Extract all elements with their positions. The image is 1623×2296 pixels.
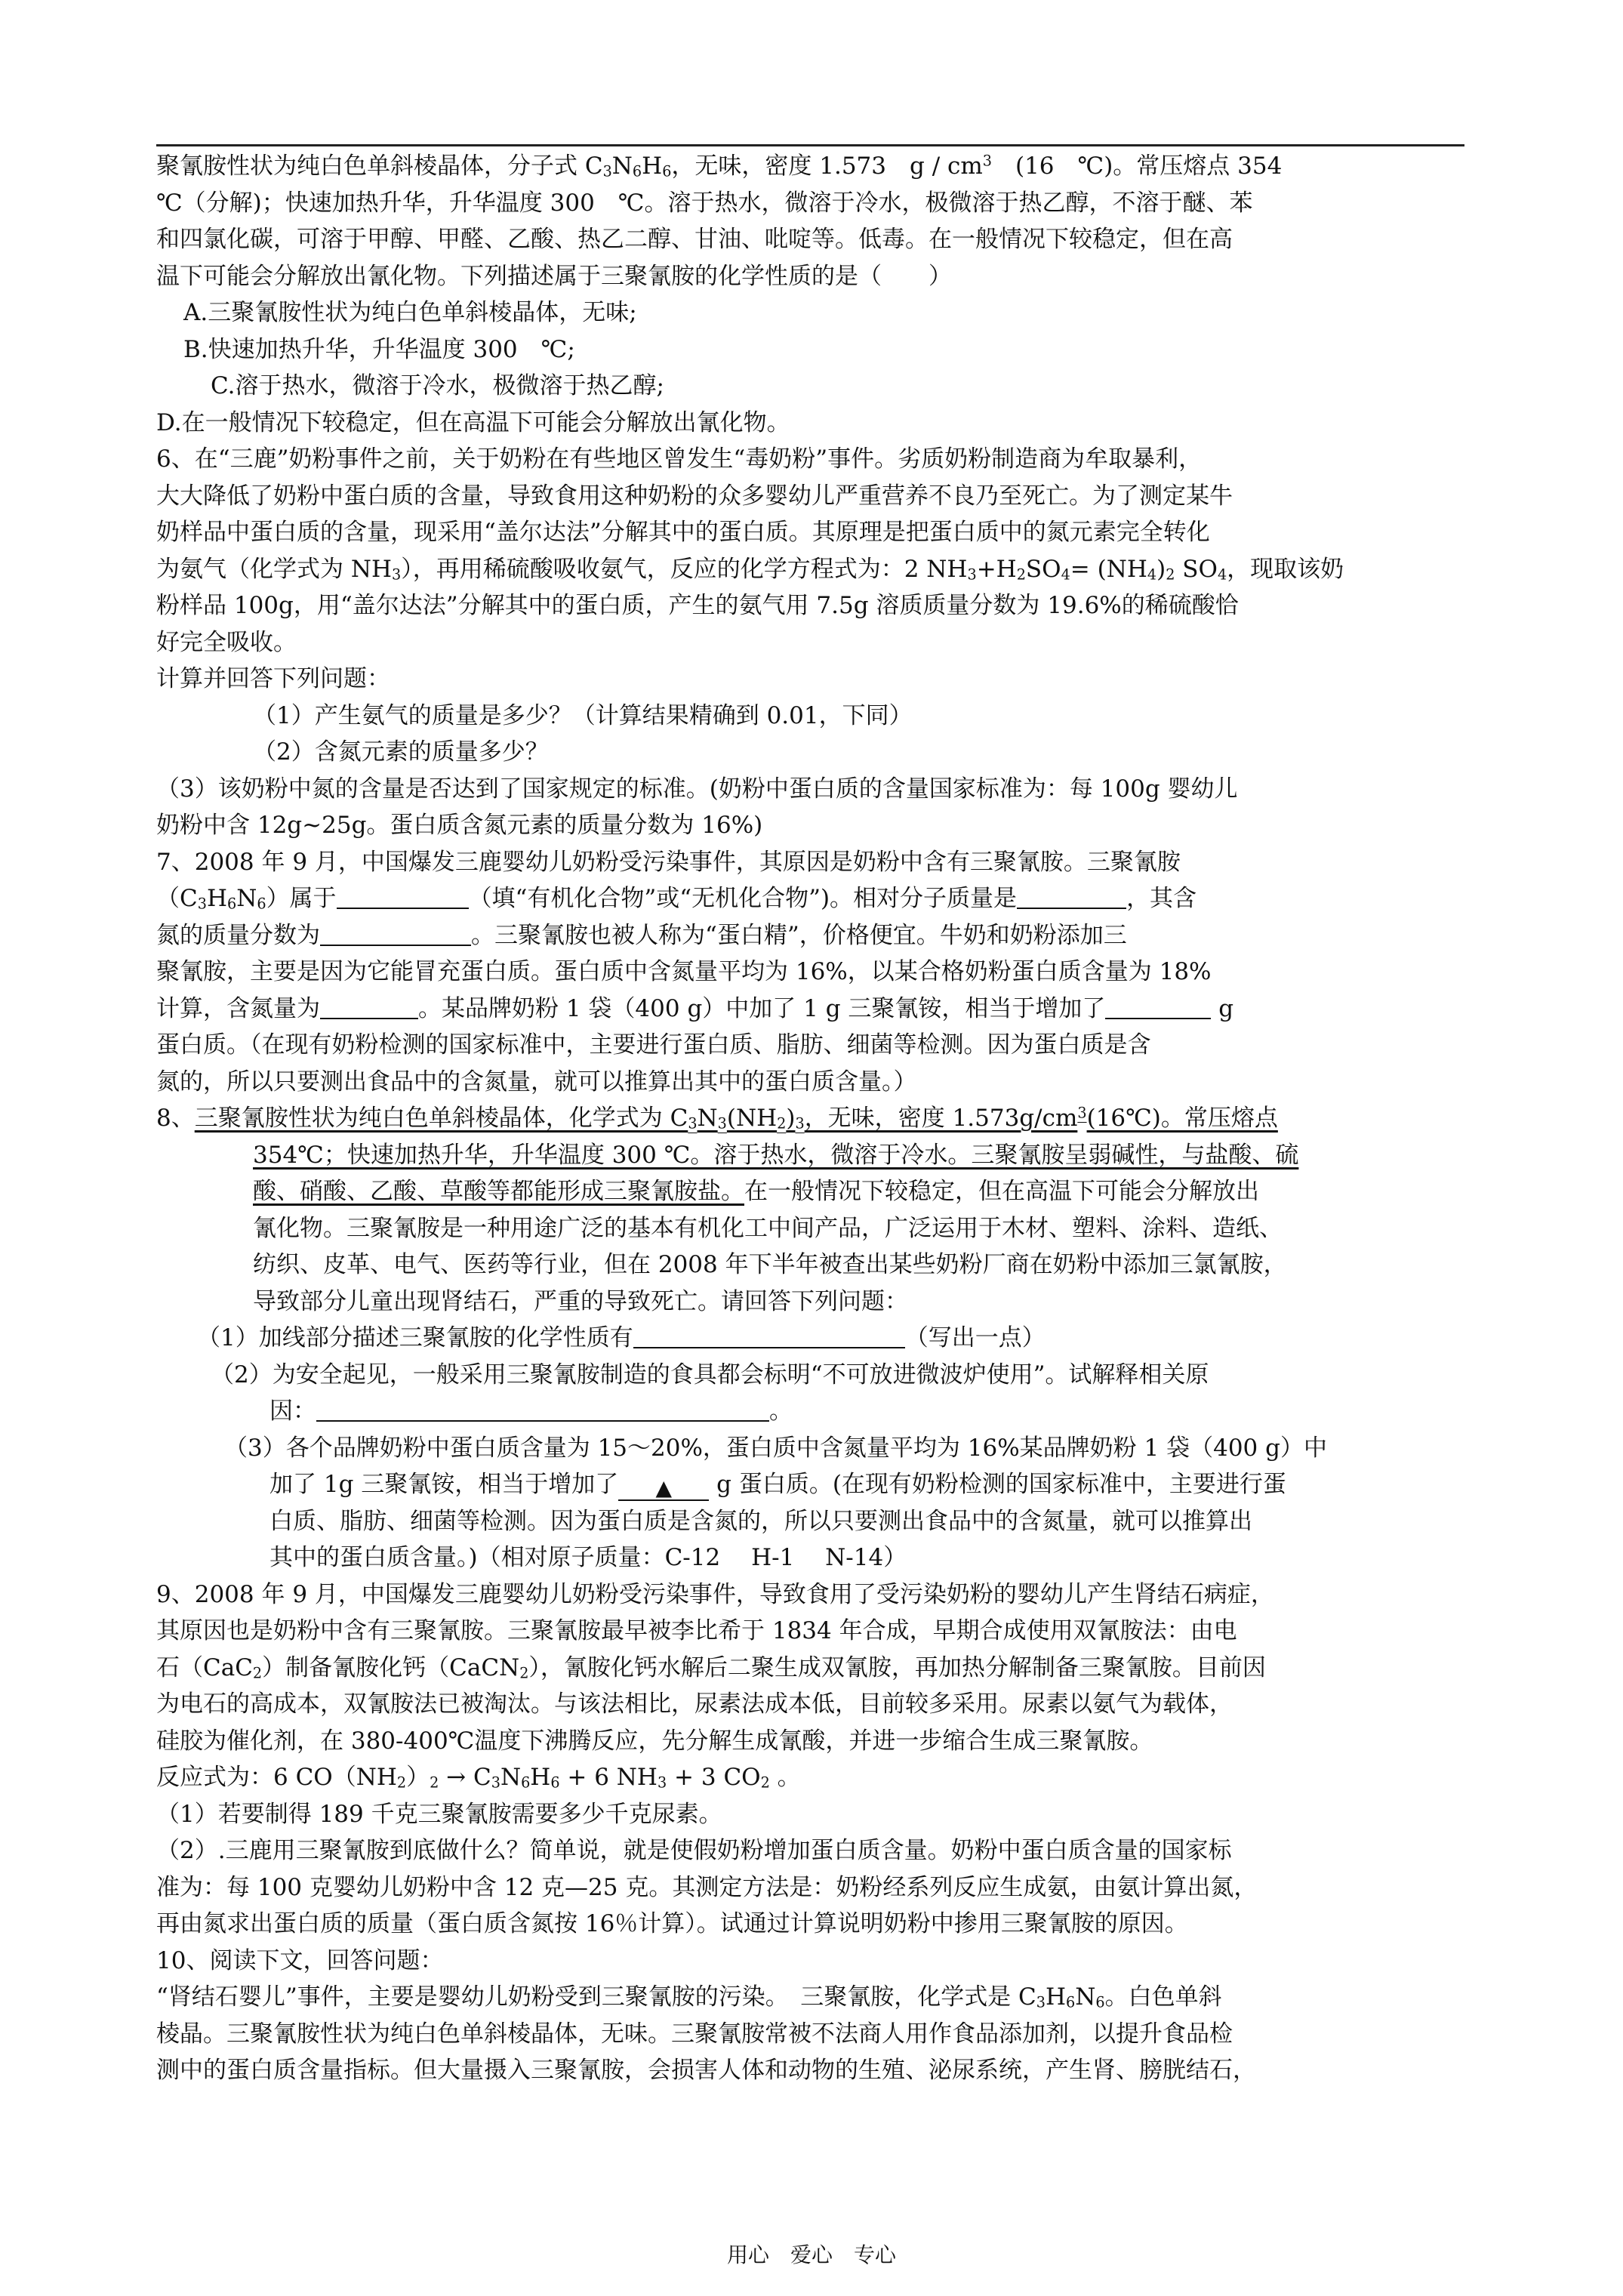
- text-segment: 6、在“三鹿”奶粉事件之前，关于奶粉在有些地区曾发生“毒奶粉”事件。劣质奶粉制造商为牟取暴利，: [156, 445, 1203, 473]
- text-segment: N: [500, 1764, 522, 1791]
- text-segment: N: [236, 885, 257, 912]
- text-segment: 温下可能会分解放出氰化物。下列描述属于三聚氰胺的化学性质的是（ ）: [156, 262, 952, 290]
- underlined-text: 三聚氰胺性状为纯白色单斜棱晶体，化学式为 C: [194, 1105, 688, 1132]
- answer-blank[interactable]: [633, 1324, 905, 1348]
- text-segment: 反应式为：6 CO（NH: [156, 1764, 397, 1791]
- text-segment: 再由氮求出蛋白质的质量（蛋白质含氮按 16％计算）。试通过计算说明奶粉中掺用三聚氰胺的原因。: [156, 1910, 1188, 1937]
- underlined-text: 6: [632, 162, 642, 180]
- underlined-text: ，无味，密度 1.573g/cm: [804, 1105, 1078, 1132]
- underlined-text: 2: [252, 1663, 263, 1681]
- text-segment: H: [206, 885, 227, 912]
- underlined-text: 3: [602, 162, 612, 180]
- underlined-text: 酸、硝酸、乙酸、草酸等都能形成三聚氰胺盐。: [253, 1178, 744, 1205]
- text-segment: ）: [406, 1764, 430, 1791]
- underlined-text: 3: [491, 1774, 500, 1792]
- text-segment: N: [1075, 1983, 1096, 2011]
- underlined-text: 2: [519, 1663, 529, 1681]
- text-segment: SO: [1175, 555, 1218, 583]
- underlined-text: 4: [1217, 565, 1227, 583]
- text-line: [156, 1357, 1464, 1394]
- text-segment: ，其含: [1126, 885, 1197, 912]
- underlined-text: (NH: [726, 1105, 778, 1132]
- text-segment: 9、2008 年 9 月，中国爆发三鹿婴幼儿奶粉受污染事件，导致食用了受污染奶粉的婴幼儿产生肾结石病症，: [156, 1580, 1274, 1608]
- text-line: [156, 1320, 1464, 1357]
- text-line: [156, 1832, 1464, 1869]
- underlined-text: N: [697, 1105, 718, 1132]
- text-line: [156, 1137, 1464, 1174]
- text-segment: 氮的，所以只要测出食品中的含氮量，就可以推算出其中的蛋白质含量。）: [156, 1068, 917, 1096]
- text-segment: 导致部分儿童出现肾结石，严重的导致死亡。请回答下列问题：: [253, 1287, 908, 1315]
- text-segment: “肾结石婴儿”事件，主要是婴幼儿奶粉受到三聚氰胺的污染。 三聚氰胺，化学式是 C: [156, 1983, 1036, 2011]
- underlined-text: 6: [550, 1774, 560, 1792]
- text-line: [156, 1210, 1464, 1247]
- text-line: [156, 514, 1464, 551]
- text-segment: 测中的蛋白质含量指标。但大量摄入三聚氰胺，会损害人体和动物的生殖、泌尿系统，产生肾、膀胱结石，: [156, 2057, 1256, 2084]
- text-segment: ），氰胺化钙水解后二聚生成双氰胺，再加热分解制备三聚氰胺。目前因: [528, 1653, 1266, 1681]
- text-segment: 为氨气（化学式为 NH: [156, 555, 393, 583]
- text-segment: 其原因也是奶粉中含有三聚氰胺。三聚氰胺最早被李比希于 1834 年合成，早期合成使用双氰胺法：由电: [156, 1617, 1237, 1644]
- text-line: [156, 1723, 1464, 1760]
- text-segment: 大大降低了奶粉中蛋白质的含量，导致食用这种奶粉的众多婴幼儿严重营养不良乃至死亡。为了测定某牛: [156, 482, 1233, 510]
- text-segment: + 3 CO: [667, 1764, 761, 1791]
- answer-blank[interactable]: [337, 885, 469, 909]
- text-segment: H: [1046, 1983, 1067, 2011]
- text-segment: 聚氰胺性状为纯白色单斜棱晶体，分子式 C: [156, 153, 603, 180]
- text-segment: ，现取该奶: [1227, 555, 1344, 583]
- text-segment: + 6 NH: [559, 1764, 658, 1791]
- text-segment: 为电石的高成本，双氰胺法已被淘汰。与该法相比，尿素法成本低，目前较多采用。尿素以氨气为载体，: [156, 1690, 1233, 1718]
- text-line: [156, 294, 1464, 331]
- answer-blank-triangle[interactable]: ▲: [618, 1477, 709, 1501]
- header-rule: [156, 144, 1464, 146]
- text-line: [156, 185, 1464, 222]
- text-line: [156, 880, 1464, 917]
- text-segment: 棱晶。三聚氰胺性状为纯白色单斜棱晶体，无味。三聚氰胺常被不法商人用作食品添加剂，以提升食品检: [156, 2020, 1233, 2048]
- text-segment: （2）.三鹿用三聚氰胺到底做什么？简单说，就是使假奶粉增加蛋白质含量。奶粉中蛋白质含量的国家标: [156, 1837, 1232, 1864]
- underlined-text: 6: [662, 162, 672, 180]
- text-line: [156, 1247, 1464, 1284]
- underlined-text: 2: [1016, 565, 1026, 583]
- underlined-text: 3: [197, 895, 207, 913]
- text-segment: 。某品牌奶粉 1 袋（400 g）中加了 1 g 三聚氰铵，相当于增加了: [418, 994, 1106, 1022]
- text-segment: B.快速加热升华，升华温度 300 ℃;: [183, 335, 575, 363]
- underlined-text: 6: [227, 895, 237, 913]
- text-segment: （填“有机化合物”或“无机化合物”)。相对分子质量是: [468, 885, 1018, 912]
- text-segment: g 蛋白质。(在现有奶粉检测的国家标准中，主要进行蛋: [709, 1471, 1286, 1498]
- text-line: [156, 661, 1464, 698]
- text-segment: = (NH: [1070, 555, 1147, 583]
- text-line: [156, 1796, 1464, 1833]
- text-line: [156, 478, 1464, 515]
- text-line: [156, 1503, 1464, 1540]
- text-segment: 其中的蛋白质含量。)（相对原子质量：C-12 H-1 N-14）: [269, 1544, 907, 1571]
- underlined-text: 3: [657, 1774, 667, 1792]
- text-segment: ）属于: [266, 885, 337, 912]
- text-segment: 奶样品中蛋白质的含量，现采用“盖尔达法”分解其中的蛋白质。其原理是把蛋白质中的氮元素完全转化: [156, 519, 1210, 546]
- underlined-text: 2: [760, 1774, 770, 1792]
- text-segment: H: [642, 153, 663, 180]
- underlined-text: 4: [1061, 565, 1070, 583]
- text-segment: 硅胶为催化剂，在 380-400℃温度下沸腾反应，先分解生成氰酸，并进一步缩合生成三聚氰胺。: [156, 1727, 1153, 1755]
- text-line: [156, 698, 1464, 735]
- underlined-text: 3: [392, 565, 402, 583]
- text-segment: ），再用稀硫酸吸收氨气，反应的化学方程式为：2 NH: [401, 555, 968, 583]
- underlined-text: 4: [1147, 565, 1157, 583]
- text-line: [156, 1686, 1464, 1723]
- text-segment: 。: [769, 1398, 793, 1425]
- text-line: [156, 221, 1464, 258]
- text-segment: 蛋白质。（在现有奶粉检测的国家标准中，主要进行蛋白质、脂肪、细菌等检测。因为蛋白质是含: [156, 1031, 1151, 1059]
- text-line: [156, 1466, 1464, 1503]
- text-segment: ℃（分解)；快速加热升华，升华温度 300 ℃。溶于热水，微溶于冷水，极微溶于热乙醇，不溶于醚、苯: [156, 189, 1253, 217]
- underlined-text: 6: [1066, 1993, 1076, 2011]
- text-line: [156, 1943, 1464, 1980]
- text-segment: （3）各个品牌奶粉中蛋白质含量为 15～20%，蛋白质中含氮量平均为 16%某品牌奶粉 1 袋（400 g）中: [224, 1434, 1327, 1462]
- text-segment: ): [1156, 555, 1166, 583]
- text-segment: 8、: [156, 1105, 195, 1132]
- underlined-text: 6: [257, 895, 266, 913]
- text-segment: 。三聚氰胺也被人称为“蛋白精”，价格便宜。牛奶和奶粉添加三: [471, 921, 1127, 949]
- text-segment: 粉样品 100g，用“盖尔达法”分解其中的蛋白质，产生的氨气用 7.5g 溶质质量分数为 19.6%的稀硫酸恰: [156, 592, 1239, 619]
- text-segment: （3）该奶粉中氮的含量是否达到了国家规定的标准。(奶粉中蛋白质的含量国家标准为：每 100g 婴幼儿: [156, 775, 1238, 803]
- text-segment: H: [530, 1764, 551, 1791]
- text-segment: （2）含氮元素的质量多少？: [253, 738, 549, 766]
- text-segment: → C: [439, 1764, 491, 1791]
- text-line: [156, 441, 1464, 478]
- text-segment: ）制备氰胺化钙（CaCN: [262, 1653, 520, 1681]
- text-segment: 10、阅读下文，回答问题：: [156, 1946, 444, 1974]
- text-line: [156, 587, 1464, 624]
- text-segment: 奶粉中含 12g~25g。蛋白质含氮元素的质量分数为 16%): [156, 812, 763, 839]
- text-line: [156, 1539, 1464, 1576]
- underlined-text: 2: [777, 1114, 787, 1133]
- text-line: [156, 148, 1464, 185]
- text-line: [156, 2016, 1464, 2053]
- text-segment: g: [1211, 994, 1234, 1022]
- text-segment: 白质、脂肪、细菌等检测。因为蛋白质是含氮的，所以只要测出食品中的含氮量，就可以推算出: [269, 1507, 1252, 1535]
- underlined-text: ): [786, 1105, 796, 1132]
- underlined-text: 2: [396, 1774, 407, 1792]
- text-line: [156, 954, 1464, 991]
- text-line: [156, 1869, 1464, 1906]
- text-line: [156, 551, 1464, 588]
- text-segment: 因：: [269, 1398, 316, 1425]
- text-line: [156, 991, 1464, 1028]
- text-line: [156, 734, 1464, 771]
- text-line: [156, 1173, 1464, 1210]
- text-line: [156, 771, 1464, 808]
- underlined-text: 3: [967, 565, 977, 583]
- text-segment: 和四氯化碳，可溶于甲醇、甲醛、乙酸、热乙二醇、甘油、吡啶等。低毒。在一般情况下较稳定，但在高: [156, 226, 1233, 253]
- text-line: [156, 1613, 1464, 1650]
- text-segment: 纺织、皮革、电气、医药等行业，但在 2008 年下半年被查出某些奶粉厂商在奶粉中添加三氯氰胺，: [253, 1251, 1287, 1278]
- answer-blank[interactable]: [320, 922, 471, 946]
- text-segment: C.溶于热水，微溶于冷水，极微溶于热乙醇;: [211, 372, 664, 399]
- text-segment: N: [611, 153, 633, 180]
- text-segment: 石（CaC: [156, 1653, 253, 1681]
- text-line: [156, 405, 1464, 442]
- text-line: [156, 1576, 1464, 1613]
- text-segment: 在一般情况下较稳定，但在高温下可能会分解放出: [744, 1178, 1259, 1205]
- text-line: [156, 807, 1464, 844]
- text-segment: 7、2008 年 9 月，中国爆发三鹿婴幼儿奶粉受污染事件，其原因是奶粉中含有三聚氰胺。三聚氰胺: [156, 848, 1181, 876]
- text-segment: 计算并回答下列问题：: [156, 665, 390, 692]
- text-line: [156, 1284, 1464, 1321]
- text-line: [156, 844, 1464, 881]
- underlined-text: 3: [1036, 1993, 1046, 2011]
- text-line: [156, 1393, 1464, 1430]
- page-footer: 用心 爱心 专心: [726, 2242, 896, 2267]
- underlined-text: (16℃)。常压熔点: [1086, 1105, 1278, 1132]
- text-segment: 氮的质量分数为: [156, 921, 320, 949]
- underlined-text: 3: [688, 1114, 698, 1133]
- underlined-text: 354℃；快速加热升华，升华温度 300 ℃。溶于热水，微溶于冷水。三聚氰胺呈弱碱性，与盐酸、硫: [253, 1141, 1299, 1169]
- underlined-text: 3: [982, 152, 992, 170]
- text-line: [156, 1979, 1464, 2016]
- text-segment: （1）产生氨气的质量是多少？（计算结果精确到 0.01，下同）: [253, 701, 913, 729]
- text-segment: 好完全吸收。: [156, 628, 297, 656]
- underlined-text: 6: [521, 1774, 531, 1792]
- text-segment: A.三聚氰胺性状为纯白色单斜棱晶体，无味;: [183, 299, 637, 326]
- text-line: [156, 2052, 1464, 2089]
- text-segment: （2）为安全起见，一般采用三聚氰胺制造的食具都会标明“不可放进微波炉使用”。试解释相关原: [211, 1361, 1209, 1388]
- answer-blank[interactable]: [1105, 995, 1211, 1019]
- document-body: [156, 148, 1464, 2089]
- underlined-text: 3: [1077, 1104, 1087, 1122]
- text-line: [156, 368, 1464, 405]
- text-segment: 计算，含氮量为: [156, 994, 320, 1022]
- text-line: [156, 1906, 1464, 1943]
- answer-blank[interactable]: [1017, 885, 1126, 909]
- underlined-text: 3: [717, 1114, 727, 1133]
- underlined-text: 2: [1166, 565, 1175, 583]
- text-segment: （C: [156, 885, 198, 912]
- answer-blank[interactable]: [316, 1398, 769, 1422]
- text-segment: (16 ℃)。常压熔点 354: [991, 153, 1283, 180]
- text-segment: 氰化物。三聚氰胺是一种用途广泛的基本有机化工中间产品，广泛运用于木材、塑料、涂料、造纸、: [253, 1214, 1283, 1242]
- text-segment: 聚氰胺，主要是因为它能冒充蛋白质。蛋白质中含氮量平均为 16%，以某合格奶粉蛋白质含量为 18%: [156, 958, 1212, 985]
- answer-blank[interactable]: [320, 995, 418, 1019]
- text-segment: ，无味，密度 1.573 g / cm: [671, 153, 983, 180]
- text-line: [156, 1064, 1464, 1101]
- underlined-text: 6: [1095, 1993, 1105, 2011]
- text-line: [156, 1650, 1464, 1687]
- text-segment: （1）若要制得 189 千克三聚氰胺需要多少千克尿素。: [156, 1800, 722, 1828]
- text-segment: （写出一点）: [904, 1324, 1046, 1351]
- text-line: [156, 917, 1464, 954]
- text-segment: +H: [976, 555, 1017, 583]
- text-segment: 。白色单斜: [1104, 1983, 1222, 2011]
- underlined-text: 2: [430, 1774, 439, 1792]
- text-segment: 加了 1g 三聚氰铵，相当于增加了: [269, 1471, 619, 1498]
- text-segment: D.在一般情况下较稳定，但在高温下可能会分解放出氰化物。: [156, 408, 790, 436]
- text-segment: SO: [1025, 555, 1061, 583]
- underlined-text: 3: [795, 1114, 805, 1133]
- text-line: [156, 331, 1464, 368]
- text-segment: 准为：每 100 克婴幼儿奶粉中含 12 克—25 克。其测定方法是：奶粉经系列反应生成氨，由氨计算出氮，: [156, 1873, 1258, 1901]
- text-line: [156, 258, 1464, 295]
- text-line: [156, 1430, 1464, 1467]
- text-line: [156, 1027, 1464, 1064]
- text-line: [156, 1759, 1464, 1796]
- text-segment: （1）加线部分描述三聚氰胺的化学性质有: [197, 1324, 633, 1351]
- text-line: [156, 1100, 1464, 1137]
- text-segment: 。: [769, 1764, 801, 1791]
- text-line: [156, 624, 1464, 661]
